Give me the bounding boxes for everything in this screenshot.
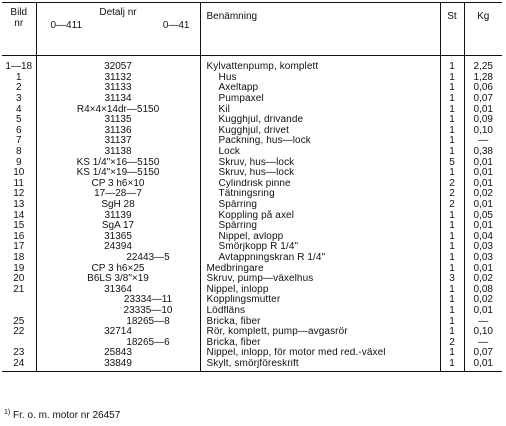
table-row [2,200,502,211]
cell-detalj-nr [36,348,200,359]
cell-bild-nr: 1 [15,72,22,83]
cell-kg: 0,03 [464,242,502,253]
detalj-nr-value: 33849 [104,358,132,369]
cell-st: 3 [440,274,464,285]
table-row [2,316,502,327]
cell-detalj-nr [36,104,200,115]
cell-kg: 0,01 [464,179,502,190]
detalj-nr-value: 23334—11 [123,295,173,306]
table-row [2,168,502,179]
cell-detalj-nr [36,56,200,73]
cell-benamning: Koppling på axel [200,210,440,221]
cell-kg: — [464,316,502,327]
cell-st: 1 [440,94,464,105]
footnote [4,407,120,422]
table-row [2,157,502,168]
detalj-nr-value: 17—28—7 [94,189,142,200]
cell-st: 1 [440,242,464,253]
cell-st: 1 [440,83,464,94]
cell-kg: 0,07 [464,348,502,359]
cell-bild-nr: 13 [13,199,25,211]
cell-kg: 0,01 [464,157,502,168]
cell-detalj-nr [36,147,200,158]
cell-detalj-nr [36,284,200,295]
cell-bild-nr: 23 [13,348,25,359]
cell-benamning: Spårring [200,200,440,211]
cell-detalj-nr [36,157,200,168]
detalj-nr-value: 31365 [104,231,132,242]
cell-benamning: Rör, komplett, pump—avgasrör [200,327,440,338]
cell-st: 2 [440,200,464,211]
cell-bild-nr: 21 [13,284,25,295]
cell-kg: 0,06 [464,83,502,94]
cell-st: 1 [440,316,464,327]
cell-kg: 0,05 [464,210,502,221]
cell-benamning: Packning, hus—lock [200,136,440,147]
cell-st: 1 [440,115,464,126]
detalj-nr-value: 18265—8 [126,316,170,327]
cell-detalj-nr [36,316,200,327]
cell-kg: 0,01 [464,221,502,232]
detalj-nr-value: KS 1/4"×16—5150 [76,157,160,168]
cell-st: 1 [440,147,464,158]
cell-kg: — [464,136,502,147]
table-row [2,359,502,372]
cell-bild-nr: 5 [15,114,22,126]
cell-st: 1 [440,210,464,221]
cell-detalj-nr [36,94,200,105]
cell-benamning: Bricka, fiber [200,337,440,348]
table-row [2,284,502,295]
table-row [2,295,502,306]
header-nr-label: nr [14,18,24,29]
cell-bild-nr: 20 [13,273,25,285]
table-row [2,337,502,348]
table-row [2,306,502,317]
detalj-nr-value: KS 1/4"×19—5150 [76,167,160,179]
table-row [2,56,502,73]
footnote-text: Fr. o. m. motor nr 26457 [13,410,121,421]
cell-bild-nr [2,337,36,348]
cell-benamning: Avtappningskran R 1/4" [200,253,440,264]
cell-bild-nr: 7 [15,136,22,147]
table-row [2,179,502,190]
cell-detalj-nr [36,242,200,253]
cell-detalj-nr [36,136,200,147]
cell-detalj-nr [36,179,200,190]
cell-benamning: Tätningsring [200,189,440,200]
cell-detalj-nr [36,83,200,94]
cell-benamning: Skruv, hus—lock [200,157,440,168]
cell-detalj-nr [36,295,200,306]
cell-kg: 0,03 [464,253,502,264]
cell-kg: 0,01 [464,306,502,317]
cell-benamning: Nippel, inlopp [200,284,440,295]
detalj-nr-value: 22443—5 [126,252,170,263]
cell-detalj-nr [36,359,200,372]
header-detalj-label: Detalj nr [99,7,137,18]
cell-detalj-nr [36,189,200,200]
table-row [2,263,502,274]
table-row [2,73,502,84]
cell-benamning: Spårring [200,221,440,232]
cell-kg: 0,02 [464,274,502,285]
cell-kg: 0,01 [464,168,502,179]
cell-benamning: Pumpaxel [200,94,440,105]
cell-bild-nr: 18 [13,252,25,263]
cell-benamning: Lödfläns [200,306,440,317]
cell-benamning: Kugghjul, drivande [200,115,440,126]
cell-detalj-nr [36,306,200,317]
detalj-nr-value: CP 3 h6×25 [91,263,145,274]
header-detalj [36,3,200,56]
table-row [2,94,502,105]
cell-bild-nr: 11 [13,178,24,189]
table-row [2,232,502,243]
table-row [2,115,502,126]
cell-kg: 1,28 [464,73,502,84]
detalj-nr-value: 31136 [104,125,132,136]
detalj-nr-value: B6LS 3/8"×19 [87,273,149,285]
cell-kg: 0,01 [464,104,502,115]
table-row [2,147,502,158]
cell-kg: — [464,337,502,348]
cell-st: 1 [440,168,464,179]
cell-st: 1 [440,253,464,264]
table-row [2,136,502,147]
cell-st: 2 [440,189,464,200]
cell-detalj-nr [36,73,200,84]
cell-kg: 2,25 [464,56,502,73]
cell-bild-nr: 12 [13,189,25,200]
table-row [2,253,502,264]
cell-detalj-nr [36,126,200,137]
header-detalj-range [39,20,198,31]
cell-st: 1 [440,284,464,295]
cell-benamning: Nippel, inlopp, för motor med red.-växel [200,348,440,359]
detalj-nr-value: 32057 [104,61,132,73]
table-body [2,56,502,372]
detalj-nr-value: SgA 17 [101,220,135,232]
cell-st: 1 [440,295,464,306]
detalj-nr-value: 23335—10 [123,305,173,316]
cell-benamning: Bricka, fiber [200,316,440,327]
detalj-nr-value: 31135 [104,114,132,126]
cell-kg: 0,08 [464,284,502,295]
footnote-marker: 1) [4,409,11,416]
cell-detalj-nr [36,337,200,348]
detalj-nr-value: 31132 [104,72,132,83]
cell-st: 1 [440,306,464,317]
header-range-right: 0—41 [162,20,190,31]
cell-bild-nr: 25 [13,316,25,327]
detalj-nr-value: 24394 [104,242,132,253]
cell-st: 1 [440,126,464,137]
cell-kg: 0,10 [464,327,502,338]
cell-detalj-nr [36,274,200,285]
cell-bild-nr: 22 [13,326,25,338]
detalj-nr-value: 31137 [104,136,132,147]
cell-benamning: Kil [200,104,440,115]
cell-benamning: Cylindrisk pinne [200,179,440,190]
cell-bild-nr: 15 [13,220,25,232]
cell-kg: 0,01 [464,200,502,211]
header-range-left: 0—411 [50,20,83,31]
detalj-nr-value: SgH 28 [101,199,135,211]
cell-benamning: Smörjkopp R 1/4" [200,242,440,253]
table-row [2,274,502,285]
cell-benamning: Skruv, hus—lock [200,168,440,179]
detalj-nr-value: 31139 [104,210,132,221]
cell-st: 2 [440,179,464,190]
cell-bild-nr [2,295,36,306]
table-row [2,83,502,94]
table-row [2,221,502,232]
detalj-nr-value: 31133 [104,83,132,94]
detalj-nr-value: 18265—6 [126,337,170,348]
cell-st: 5 [440,157,464,168]
header-bild-label: Bild [10,7,28,18]
cell-bild-nr: 14 [13,210,25,221]
cell-bild-nr [2,306,36,317]
cell-st: 2 [440,337,464,348]
cell-st: 1 [440,221,464,232]
cell-benamning: Skylt, smörjföreskrift [200,359,440,372]
cell-kg: 0,02 [464,189,502,200]
cell-benamning: Kopplingsmutter [200,295,440,306]
cell-st: 1 [440,263,464,274]
header-bild [2,3,36,56]
cell-st: 1 [440,56,464,73]
cell-benamning: Kylvattenpump, komplett [200,56,440,73]
cell-benamning: Hus [200,73,440,84]
cell-bild-nr: 1—18 [5,61,33,73]
cell-benamning: Lock [200,147,440,158]
cell-kg: 0,02 [464,295,502,306]
cell-benamning: Medbringare [200,263,440,274]
detalj-nr-value: 32714 [104,326,132,338]
cell-detalj-nr [36,200,200,211]
detalj-nr-value: 31364 [104,284,132,295]
cell-bild-nr: 2 [15,83,22,94]
detalj-nr-value: 31138 [104,146,132,158]
cell-kg: 0,01 [464,263,502,274]
cell-bild-nr: 9 [15,157,22,168]
cell-detalj-nr [36,221,200,232]
table-row [2,104,502,115]
cell-bild-nr: 10 [13,167,25,179]
cell-st: 1 [440,232,464,243]
cell-kg: 0,38 [464,147,502,158]
detalj-nr-value: R4×4×14dr—5150 [76,104,160,115]
table-header-row [2,3,502,56]
cell-detalj-nr [36,210,200,221]
cell-detalj-nr [36,327,200,338]
cell-bild-nr: 4 [15,104,22,115]
cell-bild-nr: 8 [15,146,22,158]
cell-detalj-nr [36,115,200,126]
cell-kg: 0,01 [464,359,502,372]
cell-benamning: Kugghjul, drivet [200,126,440,137]
table-row [2,126,502,137]
cell-st: 1 [440,104,464,115]
table-row [2,348,502,359]
detalj-nr-value: 31134 [104,93,132,105]
cell-bild-nr: 24 [2,359,36,372]
cell-bild-nr: 19 [13,263,25,274]
table-row [2,210,502,221]
table-row [2,242,502,253]
table-row [2,189,502,200]
cell-kg: 0,07 [464,94,502,105]
header-st: St [440,3,464,56]
cell-benamning: Axeltapp [200,83,440,94]
cell-st: 1 [440,73,464,84]
cell-st: 1 [440,359,464,372]
cell-bild-nr: 6 [15,125,22,136]
cell-detalj-nr [36,232,200,243]
cell-bild-nr: 16 [13,231,25,242]
detalj-nr-value: CP 3 h6×10 [91,178,145,189]
cell-benamning: Skruv, pump—växelhus [200,274,440,285]
cell-detalj-nr [36,253,200,264]
cell-st: 1 [440,327,464,338]
detalj-nr-value: 25843 [104,348,132,359]
cell-st: 1 [440,136,464,147]
cell-bild-nr: 17 [13,242,25,253]
cell-detalj-nr [36,263,200,274]
header-benamning: Benämning [200,3,440,56]
header-kg: Kg [464,3,502,56]
cell-benamning: Nippel, avlopp [200,232,440,243]
cell-kg: 0,04 [464,232,502,243]
cell-st: 1 [440,348,464,359]
cell-bild-nr: 3 [15,93,22,105]
table-row [2,327,502,338]
cell-detalj-nr [36,168,200,179]
cell-kg: 0,09 [464,115,502,126]
cell-kg: 0,10 [464,126,502,137]
parts-table [2,2,502,372]
